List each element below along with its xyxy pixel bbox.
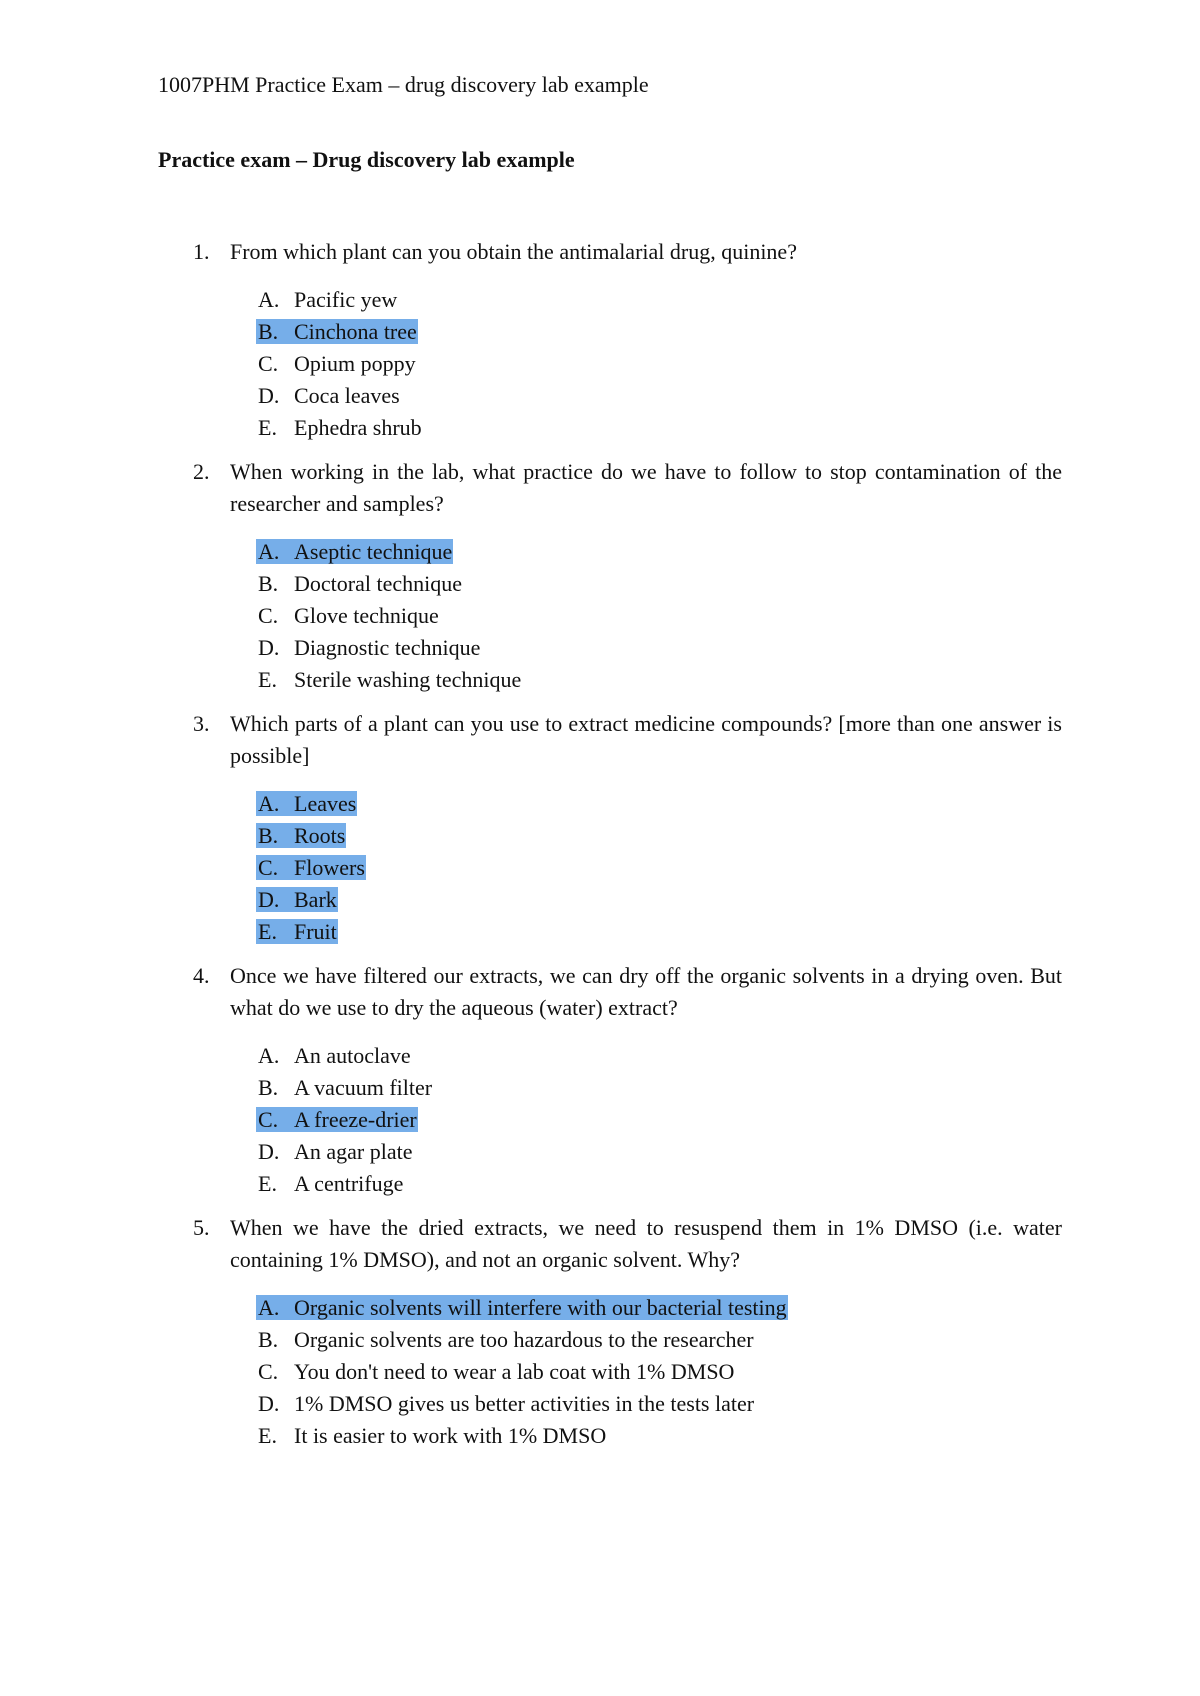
answer-option: [256, 1420, 788, 1452]
option-text: You don't need to wear a lab coat with 1% DMSO: [294, 1359, 735, 1384]
answer-text-wrap: [256, 287, 398, 312]
option-text: Flowers: [294, 855, 365, 880]
option-letter: E.: [258, 919, 277, 944]
option-text: Fruit: [294, 919, 337, 944]
answer-option: [256, 600, 522, 632]
option-text: Roots: [294, 823, 346, 848]
answer-option: [256, 884, 366, 916]
question-text: Once we have filtered our extracts, we can dry off the organic solvents in a drying oven. But what do we use to dry the aqueous (water) extract?: [230, 963, 1062, 1020]
option-text: An autoclave: [294, 1043, 411, 1068]
option-letter: C.: [258, 603, 279, 628]
answer-option: [256, 348, 423, 380]
option-text: Leaves: [294, 791, 357, 816]
option-letter: A.: [258, 539, 280, 564]
option-letter: D.: [258, 887, 280, 912]
question-number: 2.: [193, 459, 210, 484]
page-title: Practice exam – Drug discovery lab example: [158, 147, 575, 172]
highlighted-answer: [256, 791, 357, 816]
option-text: Organic solvents will interfere with our bacterial testing: [294, 1295, 787, 1320]
option-text: Coca leaves: [294, 383, 400, 408]
answer-option: [256, 1324, 788, 1356]
highlighted-answer: [256, 539, 453, 564]
answer-options-3: [256, 788, 366, 948]
answer-text-wrap: [256, 635, 481, 660]
answer-text-wrap: [256, 1043, 412, 1068]
answer-option: [256, 316, 423, 348]
option-letter: E.: [258, 415, 277, 440]
option-text: A vacuum filter: [294, 1075, 433, 1100]
question-number: 4.: [193, 963, 210, 988]
answer-text-wrap: [256, 603, 440, 628]
option-letter: C.: [258, 1359, 279, 1384]
option-letter: A.: [258, 791, 280, 816]
option-letter: B.: [258, 1327, 279, 1352]
answer-text-wrap: [256, 415, 423, 440]
answer-options-1: [256, 284, 423, 444]
option-text: An agar plate: [294, 1139, 413, 1164]
option-letter: D.: [258, 383, 280, 408]
option-text: A freeze-drier: [294, 1107, 417, 1132]
option-text: Bark: [294, 887, 337, 912]
question-number: 1.: [193, 239, 210, 264]
option-letter: D.: [258, 1391, 280, 1416]
option-text: Aseptic technique: [294, 539, 453, 564]
highlighted-answer: [256, 1107, 418, 1132]
option-text: Pacific yew: [294, 287, 398, 312]
answer-text-wrap: [256, 1359, 735, 1384]
question-number: 5.: [193, 1215, 210, 1240]
answer-option: [256, 1136, 433, 1168]
answer-option: [256, 1388, 788, 1420]
option-letter: C.: [258, 1107, 279, 1132]
answer-text-wrap: [256, 571, 463, 596]
option-text: Glove technique: [294, 603, 439, 628]
answer-text-wrap: [256, 1327, 755, 1352]
highlighted-answer: [256, 823, 346, 848]
question-text: When we have the dried extracts, we need to resuspend them in 1% DMSO (i.e. water containing 1% DMSO), and not an organic solvent. Why?: [230, 1215, 1062, 1272]
answer-option: [256, 1292, 788, 1324]
option-letter: B.: [258, 319, 279, 344]
option-letter: A.: [258, 1295, 280, 1320]
answer-option: [256, 664, 522, 696]
answer-option: [256, 788, 366, 820]
answer-option: [256, 1356, 788, 1388]
option-letter: D.: [258, 635, 280, 660]
option-text: Diagnostic technique: [294, 635, 481, 660]
answer-options-5: [256, 1292, 788, 1452]
answer-text-wrap: [256, 1171, 404, 1196]
answer-option: [256, 852, 366, 884]
answer-option: [256, 536, 522, 568]
answer-option: [256, 916, 366, 948]
highlighted-answer: [256, 919, 338, 944]
option-letter: B.: [258, 571, 279, 596]
option-text: Opium poppy: [294, 351, 416, 376]
option-letter: A.: [258, 287, 280, 312]
answer-option: [256, 1072, 433, 1104]
option-letter: C.: [258, 855, 279, 880]
answer-option: [256, 1040, 433, 1072]
option-letter: E.: [258, 667, 277, 692]
answer-option: [256, 380, 423, 412]
answer-option: [256, 1104, 433, 1136]
answer-text-wrap: [256, 383, 401, 408]
option-letter: B.: [258, 823, 279, 848]
option-text: 1% DMSO gives us better activities in the tests later: [294, 1391, 755, 1416]
answer-options-4: [256, 1040, 433, 1200]
option-text: Sterile washing technique: [294, 667, 522, 692]
question-text: When working in the lab, what practice do we have to follow to stop contamination of the researcher and samples?: [230, 459, 1062, 516]
highlighted-answer: [256, 855, 366, 880]
question-text: From which plant can you obtain the antimalarial drug, quinine?: [230, 239, 797, 264]
question-text: Which parts of a plant can you use to extract medicine compounds? [more than one answer is possible]: [230, 711, 1062, 768]
answer-text-wrap: [256, 1075, 433, 1100]
question-number: 3.: [193, 711, 210, 736]
option-text: Cinchona tree: [294, 319, 417, 344]
option-text: Ephedra shrub: [294, 415, 422, 440]
answer-text-wrap: [256, 1423, 607, 1448]
option-text: It is easier to work with 1% DMSO: [294, 1423, 607, 1448]
option-letter: D.: [258, 1139, 280, 1164]
highlighted-answer: [256, 1295, 788, 1320]
option-text: Organic solvents are too hazardous to the researcher: [294, 1327, 754, 1352]
option-letter: C.: [258, 351, 279, 376]
answer-option: [256, 820, 366, 852]
answer-text-wrap: [256, 1139, 414, 1164]
answer-text-wrap: [256, 667, 522, 692]
answer-option: [256, 632, 522, 664]
highlighted-answer: [256, 319, 418, 344]
option-text: Doctoral technique: [294, 571, 462, 596]
option-letter: B.: [258, 1075, 279, 1100]
answer-option: [256, 568, 522, 600]
answer-text-wrap: [256, 1391, 755, 1416]
answer-options-2: [256, 536, 522, 696]
answer-option: [256, 412, 423, 444]
answer-option: [256, 284, 423, 316]
answer-option: [256, 1168, 433, 1200]
answer-text-wrap: [256, 351, 417, 376]
page-header: 1007PHM Practice Exam – drug discovery lab example: [158, 72, 649, 97]
highlighted-answer: [256, 887, 338, 912]
option-letter: E.: [258, 1423, 277, 1448]
option-text: A centrifuge: [294, 1171, 404, 1196]
option-letter: A.: [258, 1043, 280, 1068]
option-letter: E.: [258, 1171, 277, 1196]
